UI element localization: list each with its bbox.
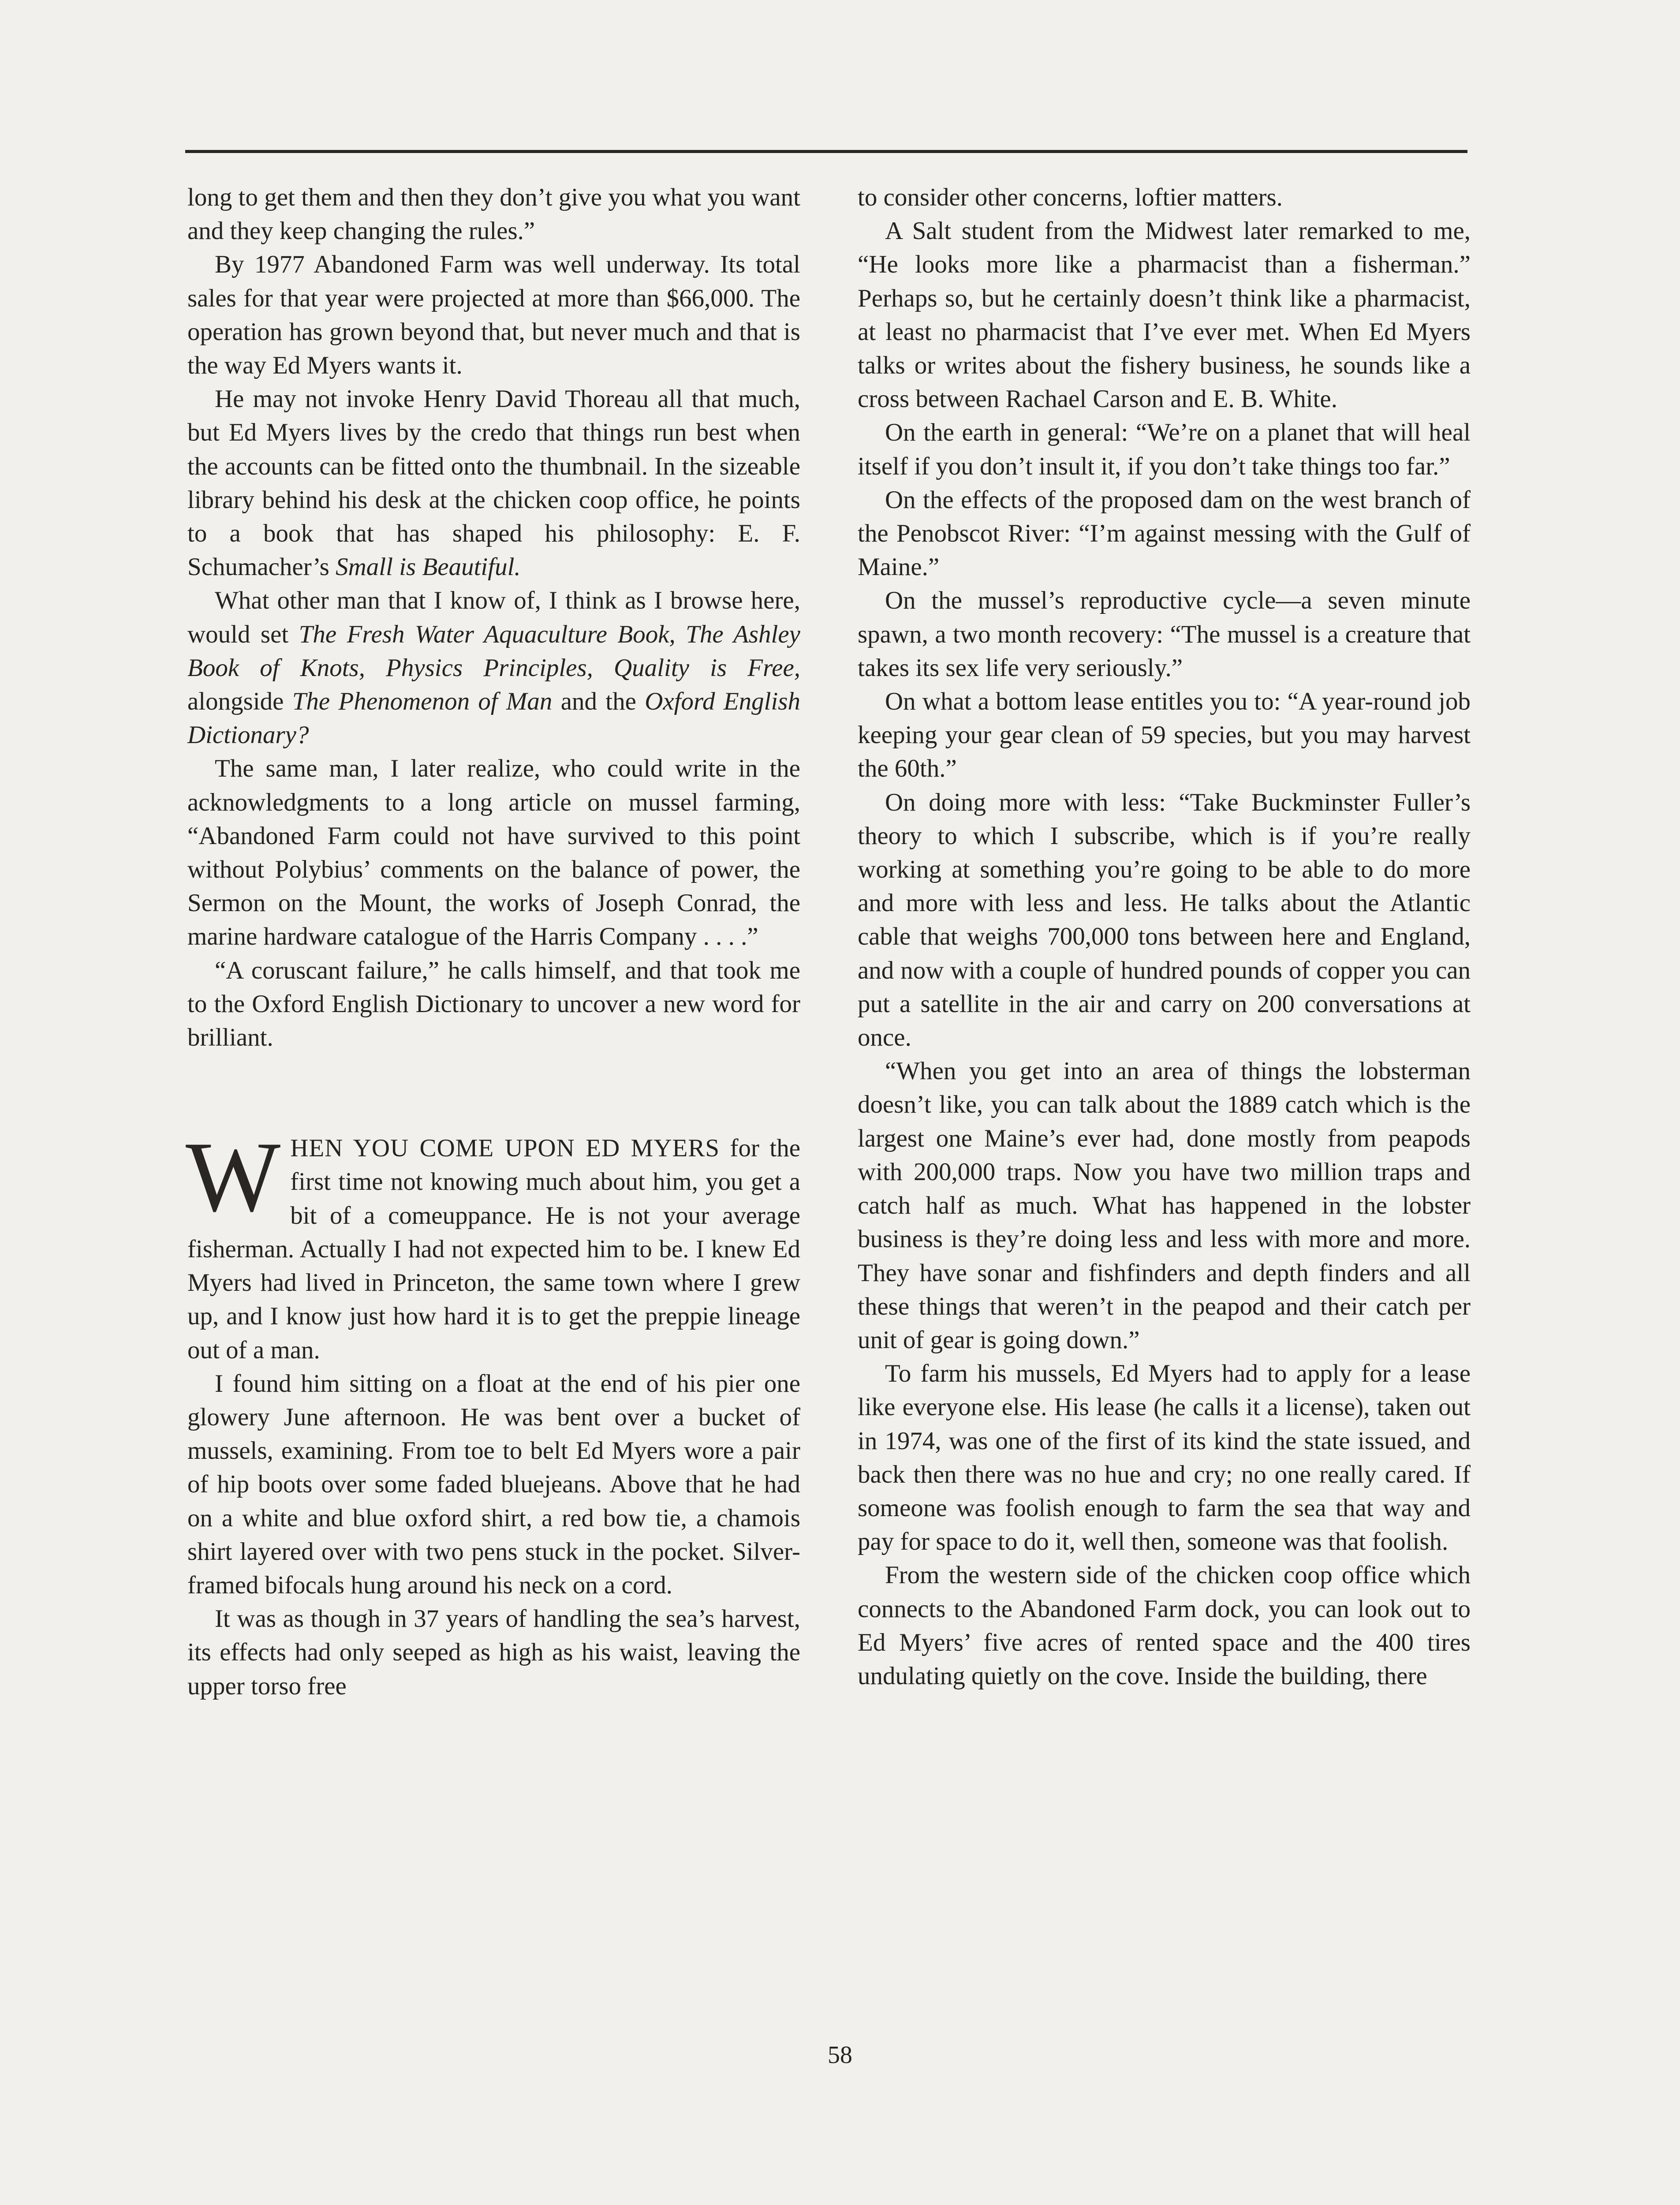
paragraph: On the earth in general: “We’re on a planet that will heal itself if you don’t insult it, if you don’t take things too far.”	[858, 419, 1471, 480]
book-title: Oxford English Dictionary?	[187, 688, 800, 749]
paragraph	[187, 382, 800, 584]
header-rule	[185, 150, 1467, 153]
page-number: 58	[828, 2041, 852, 2069]
drop-cap: W	[186, 1121, 281, 1233]
paragraph: On doing more with less: “Take Buckminster Fuller’s theory to which I subscribe, which is if you’re really working at something you’re going to be able to do more and more with less and less. He talks about the Atlantic cable that weighs 700,000 tons between here and England, and now with a couple of hundred pounds of copper you can put a satellite in the air and carry on 200 conversations at once.	[858, 788, 1471, 1052]
section-opening-paragraph	[186, 1121, 800, 1367]
paragraph: “A coruscant failure,” he calls himself, and that took me to the Oxford English Dictionary to uncover a new word for brilliant.	[187, 956, 800, 1052]
paragraph-text: What other man that I know of, I think as I browse here, would set	[187, 587, 800, 648]
paragraph: On the mussel’s reproductive cycle—a seven minute spawn, a two month recovery: “The mussel is a creature that takes its sex life very seriously.”	[858, 587, 1471, 682]
paragraph: To farm his mussels, Ed Myers had to apply for a lease like everyone else. His lease (he calls it a license), taken out in 1974, was one of the first of its kind the state issued, and back then there was no hue and cry; no one really cared. If someone was foolish enough to farm the sea that way and pay for space to do it, well then, someone was that foolish.	[858, 1360, 1471, 1556]
paragraph: “When you get into an area of things the lobsterman doesn’t like, you can talk about the 1889 catch which is the largest one Maine’s ever had, done mostly from peapods with 200,000 traps. Now you have two million traps and catch half as much. What has happened in the lobster business is they’re doing less and less with more and more. They have sonar and fishfinders and depth finders and all these things that weren’t in the peapod and their catch per unit of gear is going down.”	[858, 1057, 1471, 1354]
paragraph: long to get them and then they don’t give you what you want and they keep changing the rules.”	[187, 183, 800, 245]
paragraph-text: and the	[552, 688, 645, 716]
paragraph: From the western side of the chicken coop office which connects to the Abandoned Farm dock, you can look out to Ed Myers’ five acres of rented space and the 400 tires undulating quietly on the cove. Inside the building, there	[858, 1561, 1471, 1690]
paragraph: The same man, I later realize, who could write in the acknowledgments to a long article on mussel farming, “Abandoned Farm could not have survived to this point without Polybius’ comments on the balance of power, the Sermon on the Mount, the works of Joseph Conrad, the marine hardware catalogue of the Harris Company . . . .”	[187, 755, 800, 951]
book-title: The Phenomenon of Man	[292, 688, 553, 716]
paragraph: By 1977 Abandoned Farm was well underway. Its total sales for that year were projected at more than $66,000. The operation has grown beyond that, but never much and that is the way Ed Myers wants it.	[187, 250, 800, 380]
paragraph	[187, 584, 800, 752]
paragraph-text: alongside	[187, 688, 292, 716]
paragraph: I found him sitting on a float at the end of his pier one glowery June afternoon. He was bent over a bucket of mussels, examining. From toe to belt Ed Myers wore a pair of hip boots over some faded bluejeans. Above that he had on a white and blue oxford shirt, a red bow tie, a chamois shirt layered over with two pens stuck in the pocket. Silver-framed bifocals hung around his neck on a cord.	[187, 1369, 800, 1599]
paragraph-text: for the first time not knowing much about him, you get a bit of a comeuppance. He is not your average fisherman. Actually I had not expected him to be. I knew Ed Myers had lived in Princeton, the same town where I grew up, and I know just how hard it is to get the preppie lineage out of a man.	[187, 1134, 800, 1364]
paragraph-text: He may not invoke Henry David Thoreau all that much, but Ed Myers lives by the credo that things run best when the accounts can be fitted onto the thumbnail. In the sizeable library behind his desk at the chicken coop office, he points to a book that has shaped his philosophy: E. F. Schumacher’s	[187, 385, 800, 581]
lead-in: HEN YOU COME UPON ED MYERS	[290, 1134, 720, 1162]
paragraph: A Salt student from the Midwest later remarked to me, “He looks more like a pharmacist than a fisherman.” Perhaps so, but he certainly doesn’t think like a pharmacist, at least no pharmacist that I’ve ever met. When Ed Myers talks or writes about the fishery business, he sounds like a cross between Rachael Carson and E. B. White.	[858, 217, 1471, 413]
paragraph: On what a bottom lease entitles you to: “A year-round job keeping your gear clean of 59 species, but you may harvest the 60th.”	[858, 688, 1471, 783]
left-column	[187, 181, 800, 1703]
book-title: Small is Beautiful.	[336, 553, 521, 581]
paragraph: On the effects of the proposed dam on the west branch of the Penobscot River: “I’m against messing with the Gulf of Maine.”	[858, 486, 1471, 581]
right-column	[858, 181, 1471, 1693]
paragraph: It was as though in 37 years of handling the sea’s harvest, its effects had only seeped as high as his waist, leaving the upper torso free	[187, 1605, 800, 1700]
paragraph: to consider other concerns, loftier matters.	[858, 183, 1283, 211]
book-title: The Fresh Water Aquaculture Book, The Ashley Book of Knots, Physics Principles, Quality is Free,	[187, 620, 800, 682]
